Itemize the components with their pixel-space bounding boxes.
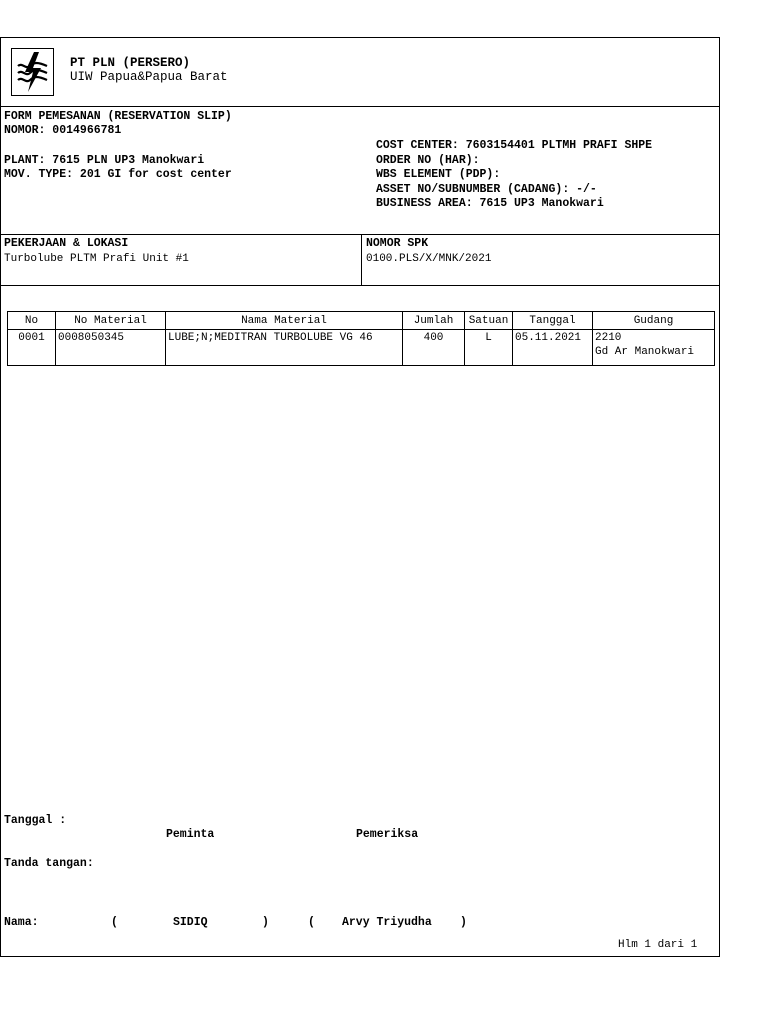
- column-header-quantity: Jumlah: [403, 312, 465, 330]
- column-header-date: Tanggal: [513, 312, 593, 330]
- divider: [0, 234, 720, 235]
- column-header-unit: Satuan: [465, 312, 513, 330]
- signature-label: Tanda tangan:: [4, 857, 94, 870]
- material-table: [7, 311, 715, 366]
- order-number: ORDER NO (HAR):: [376, 154, 480, 167]
- business-area: BUSINESS AREA: 7615 UP3 Manokwari: [376, 197, 604, 210]
- warehouse-name: Gd Ar Manokwari: [595, 346, 695, 358]
- warehouse-code: 2210: [595, 332, 622, 344]
- cost-center: COST CENTER: 7603154401 PLTMH PRAFI SHPE: [376, 139, 653, 152]
- paren-close: ): [262, 916, 269, 929]
- cell-no: 0001: [8, 330, 56, 366]
- cell-quantity: 400: [403, 330, 465, 366]
- divider: [361, 234, 362, 285]
- table-header-row: [8, 312, 715, 330]
- form-title: FORM PEMESANAN (RESERVATION SLIP): [4, 110, 232, 123]
- paren-open: (: [111, 916, 118, 929]
- form-number: NOMOR: 0014966781: [4, 124, 122, 137]
- divider: [0, 285, 720, 286]
- plant: PLANT: 7615 PLN UP3 Manokwari: [4, 154, 205, 167]
- requester-name: SIDIQ: [173, 916, 208, 929]
- cell-date: 05.11.2021: [513, 330, 593, 366]
- pln-logo: [11, 48, 54, 96]
- checker-name: Arvy Triyudha: [342, 916, 432, 929]
- spk-label: NOMOR SPK: [366, 237, 429, 250]
- lightning-logo-icon: [12, 49, 53, 95]
- company-name: PT PLN (PERSERO): [70, 56, 191, 70]
- page-number: Hlm 1 dari 1: [618, 939, 698, 951]
- cell-material-name: LUBE;N;MEDITRAN TURBOLUBE VG 46: [166, 330, 403, 366]
- cell-material-no: 0008050345: [56, 330, 166, 366]
- divider: [0, 106, 720, 107]
- movement-type: MOV. TYPE: 201 GI for cost center: [4, 168, 232, 181]
- work-location-value: Turbolube PLTM Prafi Unit #1: [4, 253, 189, 265]
- name-label: Nama:: [4, 916, 39, 929]
- cell-warehouse: [593, 330, 715, 366]
- asset-number: ASSET NO/SUBNUMBER (CADANG): -/-: [376, 183, 597, 196]
- column-header-material-no: No Material: [56, 312, 166, 330]
- column-header-warehouse: Gudang: [593, 312, 715, 330]
- company-unit: UIW Papua&Papua Barat: [70, 70, 228, 84]
- table-row: [8, 330, 715, 366]
- requester-label: Peminta: [166, 828, 215, 841]
- wbs-element: WBS ELEMENT (PDP):: [376, 168, 501, 181]
- checker-label: Pemeriksa: [356, 828, 419, 841]
- column-header-no: No: [8, 312, 56, 330]
- spk-value: 0100.PLS/X/MNK/2021: [366, 253, 492, 265]
- cell-unit: L: [465, 330, 513, 366]
- date-label: Tanggal :: [4, 814, 67, 827]
- paren-close: ): [460, 916, 467, 929]
- paren-open: (: [308, 916, 315, 929]
- work-location-label: PEKERJAAN & LOKASI: [4, 237, 129, 250]
- column-header-material-name: Nama Material: [166, 312, 403, 330]
